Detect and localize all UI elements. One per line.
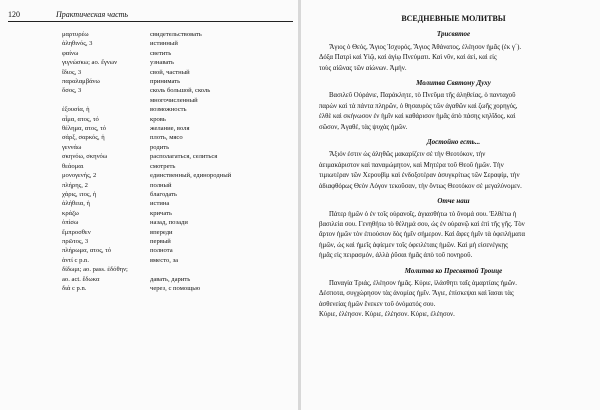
greek-word: ἀλήθεια, ἡ — [62, 200, 90, 208]
vocab-row — [62, 39, 294, 48]
vocab-row — [62, 68, 294, 77]
prayer-text-line: ἡμῶν, ὡς καὶ ἡμεῖς ἀφίεμεν τοῖς ὀφειλέταις ἡμῶν. Καὶ μὴ εἰσενέγκῃς — [319, 241, 508, 249]
header-rule — [8, 21, 293, 22]
prayer-text-line: Πάτερ ἡμῶν ὁ ἐν τοῖς οὐρανοῖς, ἁγιασθήτω τὸ ὄνομά σου. Ἐλθέτω ἡ — [329, 210, 517, 218]
running-header — [8, 10, 293, 22]
vocab-row — [62, 181, 294, 190]
vocab-row — [62, 218, 294, 227]
greek-word: χάρις, ιτος, ἡ — [62, 190, 97, 198]
page-title: ВСЕДНЕВНЫЕ МОЛИТВЫ — [401, 14, 506, 23]
prayers-content — [319, 14, 588, 321]
vocab-row — [62, 133, 294, 142]
greek-word: θέλημα, ατος, τό — [62, 125, 107, 133]
russian-translation: свидетельствовать — [150, 31, 202, 38]
prayer-text-line: ἄρτον ἡμῶν τὸν ἐπιούσιον δὸς ἡμῖν σήμερον. Καὶ ἄφες ἡμῖν τὰ ὀφειλήματα — [319, 231, 526, 239]
russian-translation: кричать — [150, 209, 172, 217]
prayer-section — [319, 78, 588, 133]
greek-word: γιγνώσκω; ao. ἔγνων — [62, 59, 118, 67]
page-number: 120 — [8, 10, 20, 19]
russian-translation: кровь — [150, 115, 166, 123]
greek-word: φαίνω — [62, 49, 79, 57]
prayer-text-line: Δόξα Πατρὶ καὶ Υἱῷ, καὶ ἁγίῳ Πνεύματι. Καὶ νῦν, καὶ ἀεί, καὶ εἰς — [319, 54, 497, 62]
russian-translation: полнота — [150, 247, 173, 255]
prayer-text-line: Ἅγιος ὁ Θεός, Ἅγιος Ἰσχυρός, Ἅγιος Ἀθάνατος, ἐλέησον ἡμᾶς (ἐκ γ΄). — [329, 43, 522, 51]
russian-translation: единственный, единородный — [150, 172, 232, 180]
vocab-row — [62, 228, 294, 237]
prayer-section — [319, 29, 588, 74]
vocab-row — [62, 199, 294, 208]
greek-word: πλήρης, 2 — [62, 181, 88, 189]
vocab-row — [62, 162, 294, 171]
prayer-section — [319, 266, 588, 321]
prayer-heading: Достойно есть... — [426, 138, 481, 147]
left-page — [0, 0, 299, 410]
russian-translation: истинный — [150, 40, 178, 48]
russian-translation: многочисленный — [150, 96, 198, 104]
prayer-text-line: παρὼν καὶ τὰ πάντα πληρῶν, ὁ θησαυρὸς τῶν ἀγαθῶν καὶ ζωῆς χορηγός, — [319, 102, 518, 110]
vocabulary-list — [62, 30, 294, 293]
prayer-text-line: ἐλθὲ καὶ σκήνωσον ἐν ἡμῖν καὶ καθάρισον ἡμᾶς ἀπὸ πάσης κηλῖδος, καὶ — [319, 113, 516, 121]
prayer-text-line: τιμιωτέραν τῶν Χερουβὶμ καὶ ἐνδοξοτέραν ἀσυγκρίτως τῶν Σεραφίμ, τὴν — [319, 172, 520, 180]
prayer-text-line: Βασιλεῦ Οὐράνιε, Παράκλητε, τὸ Πνεῦμα τῆς ἀληθείας, ὁ πανταχοῦ — [329, 92, 516, 100]
vocab-row — [62, 143, 294, 152]
prayer-text-line: Δέσποτα, συγχώρησον τὰς ἀνομίας ἡμῖν. Ἅγιε, ἐπίσκεψαι καὶ ἴασαι τὰς — [319, 290, 514, 298]
prayer-text-line: τοὺς αἰῶνας τῶν αἰώνων. Ἀμήν. — [319, 64, 407, 72]
prayer-text-line: Κύριε, ἐλέησον. Κύριε, ἐλέησον. Κύριε, ἐλέησον. — [319, 311, 455, 319]
russian-translation: благодать — [150, 190, 178, 198]
greek-word: ὅσος, 3 — [62, 87, 82, 95]
russian-translation: давать, дарить — [150, 275, 191, 283]
greek-word: πλήρωμα, ατος, τό — [62, 247, 112, 255]
russian-translation: принимать — [150, 78, 181, 86]
vocab-row — [62, 237, 294, 246]
russian-translation: узнавать — [150, 59, 175, 67]
greek-word: σκηνόω, σκηνόω — [62, 153, 108, 161]
greek-word: πρῶτος, 3 — [62, 237, 89, 245]
prayer-text-line: ἀειμακάριστον καὶ παναμώμητον, καὶ Μητέρα τοῦ Θεοῦ ἡμῶν. Τὴν — [319, 161, 504, 169]
vocab-row — [62, 86, 294, 95]
russian-translation: располагаться, селиться — [150, 153, 218, 161]
russian-translation: через, с помощью — [150, 284, 201, 292]
vocab-row — [62, 256, 294, 265]
greek-word: μαρτυρέω — [62, 31, 89, 38]
russian-translation: возможность — [150, 106, 187, 114]
prayer-section — [319, 196, 588, 261]
russian-translation: первый — [150, 237, 171, 245]
russian-translation: истина — [150, 200, 170, 208]
vocab-row — [62, 58, 294, 67]
right-page — [301, 0, 600, 410]
vocab-row — [62, 275, 294, 284]
greek-word: σάρξ, σαρκός, ἡ — [62, 134, 105, 142]
greek-word: μονογενής, 2 — [62, 172, 97, 180]
running-title: Практическая часть — [56, 10, 129, 19]
greek-word: παραλαμβάνω — [62, 78, 100, 86]
vocab-row — [62, 124, 294, 133]
vocab-row — [62, 246, 294, 255]
vocab-row — [62, 115, 294, 124]
prayer-text-line: ἡμᾶς εἰς πειρασμόν, ἀλλὰ ῥῦσαι ἡμᾶς ἀπὸ τοῦ πονηροῦ. — [319, 252, 473, 260]
prayer-heading: Молитва Святому Духу — [416, 79, 491, 88]
vocab-row — [62, 96, 294, 105]
russian-translation: полный — [150, 181, 172, 189]
greek-word: ἴδιος, 3 — [62, 68, 82, 76]
vocab-row — [62, 77, 294, 86]
greek-word: διά c p.n. — [62, 284, 87, 292]
greek-word: ἀληθινός, 3 — [62, 40, 93, 48]
russian-translation: назад, позади — [150, 219, 188, 227]
prayer-heading: Отче наш — [437, 197, 470, 206]
prayer-text-line: Ἄξιόν ἐστιν ὡς ἀληθῶς μακαρίζειν σὲ τὴν Θεοτόκον, τὴν — [329, 151, 486, 159]
greek-word: δίδωμι; ao. pass. ἐδόθην; — [62, 266, 128, 274]
vocab-row — [62, 105, 294, 114]
russian-translation: плоть, мясо — [150, 134, 183, 142]
russian-translation: родить — [150, 143, 170, 151]
greek-word: γεννάω — [62, 143, 82, 151]
russian-translation: свой, частный — [150, 68, 190, 76]
prayer-sections — [319, 29, 588, 320]
vocab-row — [62, 152, 294, 161]
prayer-heading: Молитва ко Пресвятой Троице — [404, 266, 503, 275]
greek-word: αἷμα, ατος, τό — [62, 115, 99, 123]
russian-translation: впереди — [150, 228, 173, 236]
russian-translation: желание, воля — [150, 125, 190, 133]
prayer-text-line: σῶσον, Ἀγαθέ, τὰς ψυχὰς ἡμῶν. — [319, 123, 408, 131]
vocab-row — [62, 49, 294, 58]
vocab-row — [62, 284, 294, 293]
vocab-row — [62, 171, 294, 180]
greek-word: ἐξουσία, ἡ — [62, 106, 90, 114]
russian-translation — [150, 265, 294, 274]
vocab-row — [62, 209, 294, 218]
russian-translation: вместо, за — [150, 256, 179, 264]
russian-translation: светить — [150, 49, 172, 57]
greek-word: ao. act. ἔδωκα — [62, 275, 100, 283]
russian-translation: смотреть — [150, 162, 176, 170]
vocab-row — [62, 190, 294, 199]
prayer-text-line: Παναγία Τριάς, ἐλέησον ἡμᾶς. Κύριε, ἱλάσθητι ταῖς ἁμαρτίαις ἡμῶν. — [329, 279, 517, 287]
prayer-section — [319, 137, 588, 192]
vocab-row — [62, 265, 294, 274]
greek-word: ἔμπροσθεν — [62, 228, 91, 236]
russian-translation: сколь большой, сколь — [150, 87, 211, 95]
greek-word — [62, 96, 150, 105]
prayer-text-line: βασιλεία σου. Γενηθήτω τὸ θέλημά σου, ὡς ἐν οὐρανῷ καὶ ἐπὶ τῆς γῆς. Τὸν — [319, 220, 525, 228]
greek-word: ἀντί c p.n. — [62, 256, 89, 264]
greek-word: ὀπίσω — [62, 219, 79, 227]
vocab-row — [62, 30, 294, 39]
greek-word: θεάομαι — [62, 162, 84, 170]
prayer-text-line: ἀδιαφθόρως Θεὸν Λόγον τεκοῦσαν, τὴν ὄντως Θεοτόκον σὲ μεγαλύνομεν. — [319, 182, 522, 190]
prayer-heading: Трисвятое — [436, 30, 471, 39]
prayer-text-line: ἀσθενείας ἡμῶν ἕνεκεν τοῦ ὀνόματός σου. — [319, 300, 436, 308]
greek-word: κράζω — [62, 209, 79, 217]
